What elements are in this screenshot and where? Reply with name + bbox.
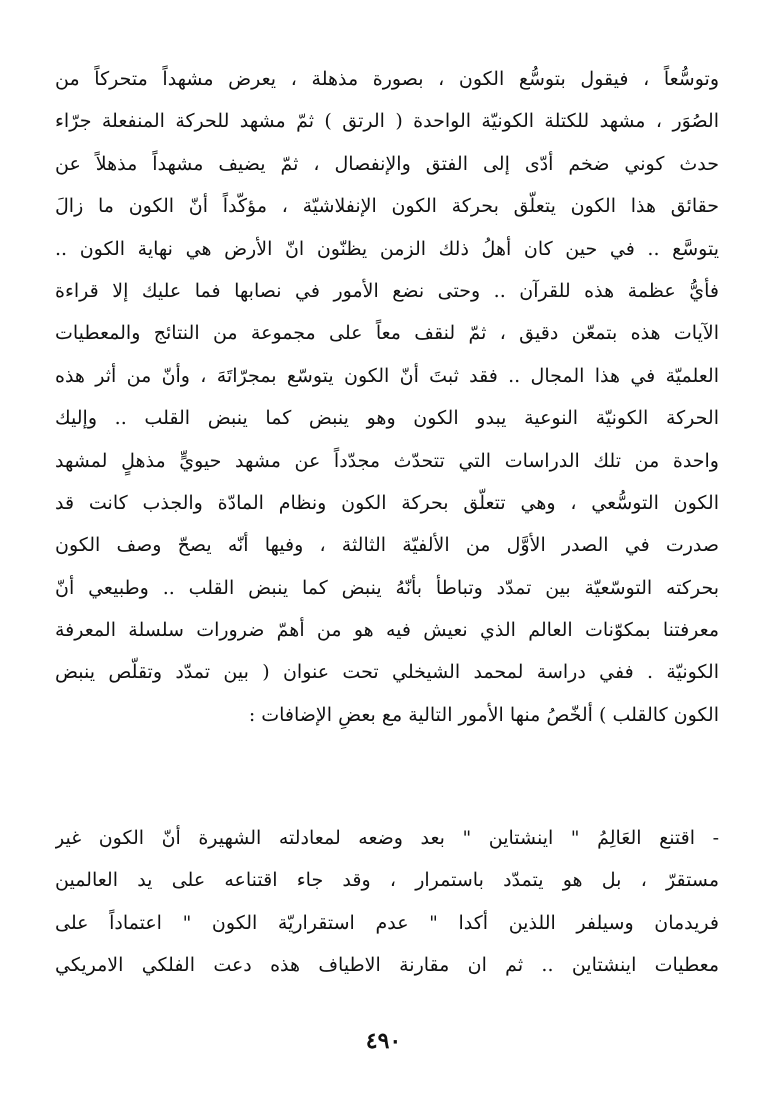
text-line: واحدة من تلك الدراسات التي تتحدّث مجدّداً عن مشهد حيويٍّ مذهلٍ لمشهد [55, 449, 719, 472]
text-line: الصُوَر ، مشهد للكتلة الكونيّة الواحدة ( الرتق ) ثمّ مشهد للحركة المنفعلة جرّاء [55, 110, 719, 133]
text-line: العلميّة في هذا المجال .. فقد ثبتَ أنّ الكون يتوسّع بمجرّاتَهَ ، وأنّ من أثر هذه [55, 364, 719, 387]
text-line: فأيُّ عظمة هذه للقرآن .. وحتى نضع الأمور في نصابها فما عليك إلا قراءة [55, 279, 719, 302]
text-line: فريدمان وسيلفر اللذين أكدا " عدم استقراريّة الكون " اعتماداً على [55, 911, 719, 934]
page-number: ٤٩٠ [365, 1028, 402, 1054]
text-line: الكونيّة . ففي دراسة لمحمد الشيخلي تحت عنوان ( بين تمدّد وتقلّص ينبض [55, 661, 719, 684]
text-line: معرفتنا بمكوّنات العالم الذي نعيش فيه هو من أهمّ ضرورات سلسلة المعرفة [55, 619, 719, 642]
text-line: حقائق هذا الكون يتعلّق بحركة الكون الإنفلاشيّة ، مؤكّداً أنّ الكون ما زالَ [55, 195, 719, 218]
text-line: الكون التوسُّعي ، وهي تتعلّق بحركة الكون ونظام المادّة والجذب كانت قد [55, 491, 719, 514]
text-line: يتوسَّع .. في حين كان أهلُ ذلك الزمن يظنّون انّ الأرض هي نهاية الكون .. [55, 237, 719, 260]
text-line: وتوسُّعاً ، فيقول بتوسُّع الكون ، بصورة مذهلة ، يعرض مشهداً متحركاً من [55, 68, 719, 90]
text-line: معطيات اينشتاين .. ثم ان مقارنة الاطياف هذه دعت الفلكي الامريكي [55, 954, 719, 977]
bullet-paragraph [55, 817, 719, 987]
text-line: صدرت في الصدر الأوَّل من الألفيّة الثالثة ، وفيها أنّه يصحّ وصف الكون [55, 534, 719, 557]
text-line: الكون كالقلب ) ألخّصُ منها الأمور التالية مع بعضِ الإضافات : [248, 703, 719, 726]
text-line: بحركته التوسّعيّة بين تمدّد وتباطأ بأنّهُ ينبض كما ينبض القلب .. وطبيعي أنّ [55, 576, 719, 599]
text-line: الحركة الكونيّة النوعية يبدو الكون وهو ينبض كما ينبض القلب .. وإليك [55, 407, 719, 430]
text-line: حدث كوني ضخم أدّى إلى الفتق والإنفصال ، ثمّ يضيف مشهداً مذهلاً عن [55, 152, 719, 175]
main-paragraph [55, 58, 719, 736]
text-line: الآيات هذه بتمعّن دقيق ، ثمّ لنقف معاً على مجموعة من النتائج والمعطيات [55, 322, 719, 345]
text-line: - اقتنع العَالِمُ " اينشتاين " بعد وضعه لمعادلته الشهيرة أنّ الكون غير [55, 827, 719, 849]
text-line: مستقرّ ، بل هو يتمدّد باستمرار ، وقد جاء اقتناعه على يد العالمين [55, 869, 719, 892]
